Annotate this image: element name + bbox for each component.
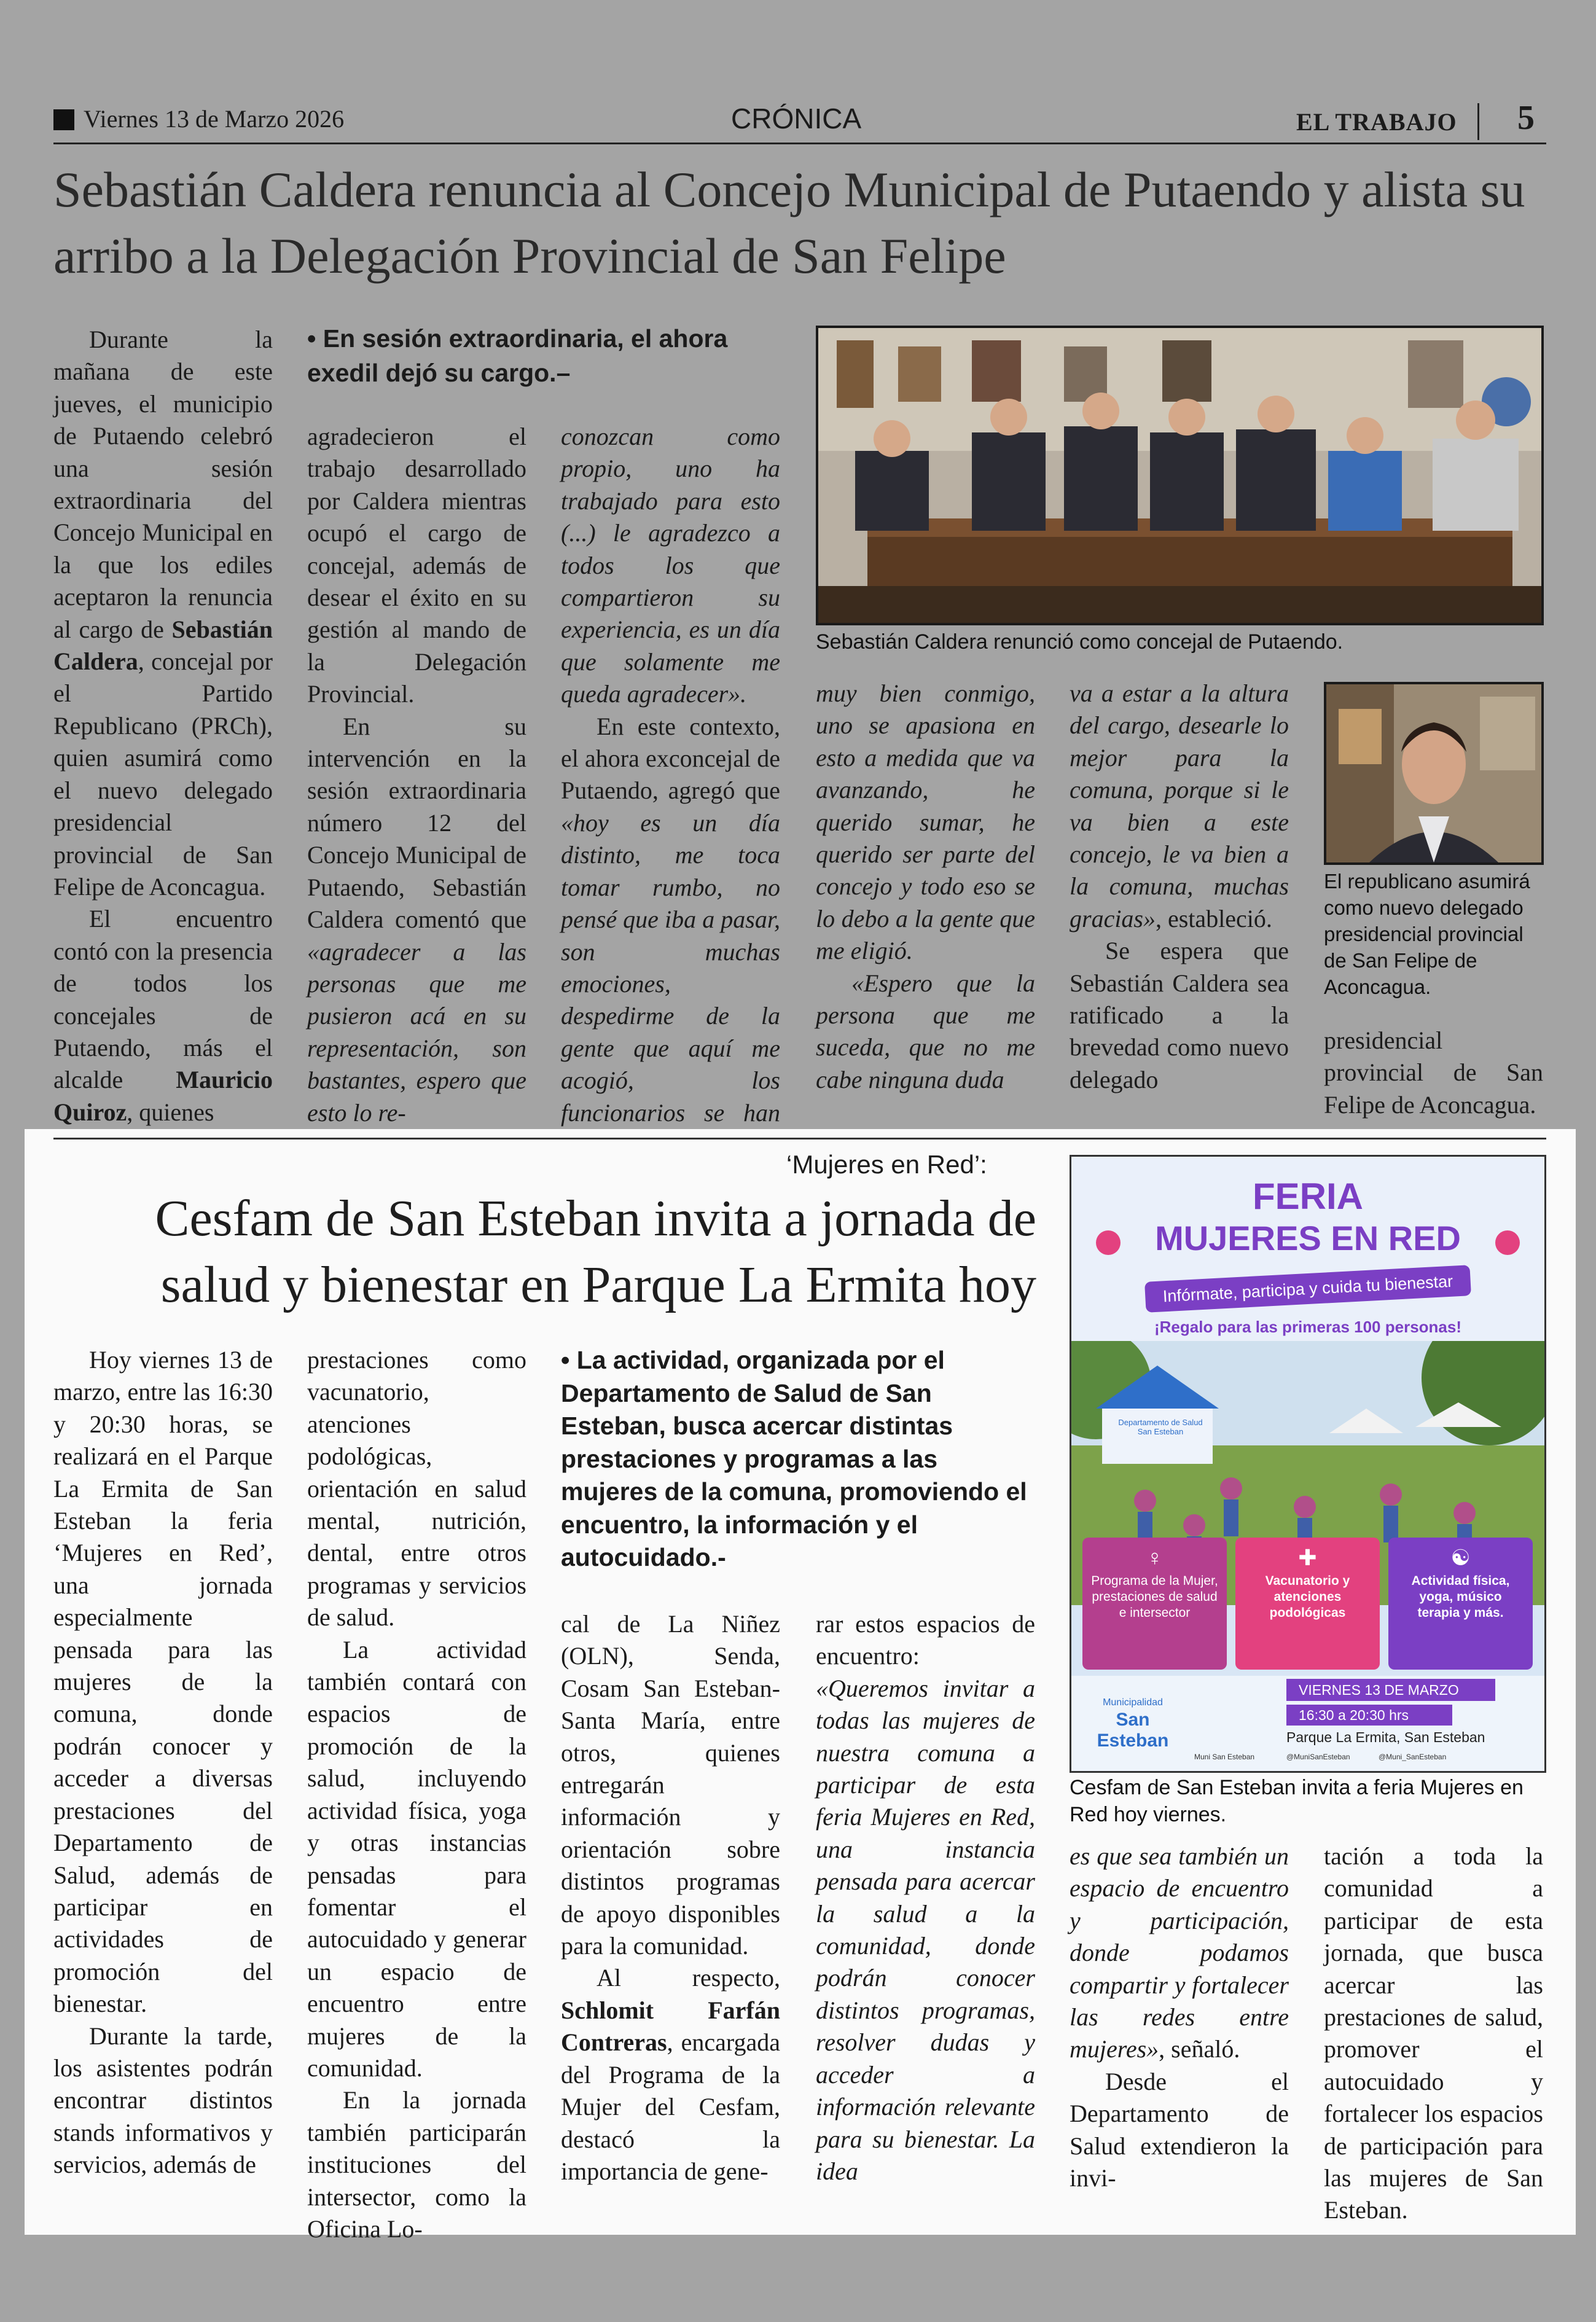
- article2-headline: Cesfam de San Esteban invita a jornada de salud y bienestar en Parque La Ermita hoy: [155, 1190, 1036, 1313]
- article1-quote: «hoy es un día distinto, me toca tomar rumbo, no pensé que iba a pasar, son muchas emociones, despedirme de la gente que aquí me acogió, los funcionarios se han: [561, 808, 780, 1127]
- article1-text: , estableció.: [1156, 904, 1272, 932]
- article1-column-2: [307, 421, 526, 1129]
- poster-time: 16:30 a 20:30 hrs: [1286, 1705, 1452, 1726]
- article2-text: , señaló.: [1159, 2035, 1240, 2063]
- article2-column-5: [1070, 1840, 1289, 2194]
- article2-column-1: [53, 1344, 273, 2181]
- muni-logo-text: San Esteban: [1097, 1710, 1169, 1751]
- article1-text: En su intervención en la sesión extraordinaria número 12 del Concejo Municipal de Putaendo, Sebastián Caldera comentó que: [307, 712, 526, 934]
- social-instagram: @MuniSanEsteban: [1286, 1753, 1350, 1761]
- newspaper-name: EL TRABAJO: [1296, 108, 1457, 136]
- caldera-portrait-photo: [1324, 682, 1544, 865]
- article1-column-3: [561, 421, 780, 1161]
- card-program-label: Programa de la Mujer, prestaciones de salud e intersector: [1091, 1574, 1218, 1620]
- article2-column-3: [561, 1608, 780, 2187]
- article2-text: Al respecto,: [597, 1964, 780, 1992]
- article2-column-6: [1324, 1840, 1543, 2227]
- mayor-name: Mauricio Quiroz: [53, 1066, 273, 1126]
- article1-text: presidencial provincial de San Felipe de Aconcagua.: [1324, 1026, 1543, 1119]
- article2-quote: «Queremos invitar a todas las mujeres de nuestra comuna a participar de esta feria Mujeres en Red, una instancia pensada para acercar la salud a la comunidad, donde podrán conocer distintos programas, resolver dudas y acceder a información relevante para su bienestar. La idea: [816, 1674, 1035, 2185]
- article1-text: El encuentro contó con la presencia de todos los concejales de Putaendo, más el alcalde: [53, 905, 273, 1094]
- article1-quote: «agradecer a las personas que me pusieron acá en su representación, son bastantes, espero que esto lo re-: [307, 937, 526, 1127]
- article1-column-1: [53, 324, 273, 1128]
- folio-square-mark: [53, 109, 74, 130]
- article2-kicker: ‘Mujeres en Red’:: [786, 1150, 987, 1179]
- bandage-icon: ✚: [1298, 1545, 1317, 1570]
- article2-column-2: [307, 1344, 526, 2245]
- article2-text: Desde el Departamento de Salud extendieron la invi-: [1070, 2067, 1289, 2192]
- article1-text: , concejal por el Partido Republicano (PRCh), quien asumirá como el nuevo delegado presidencial provincial de San Felipe de Aconcagua.: [53, 647, 273, 901]
- folio-date: Viernes 13 de Marzo 2026: [84, 105, 345, 133]
- portrait-illustration: [1326, 684, 1541, 862]
- article1-column-4: [816, 678, 1035, 1096]
- poster-place: Parque La Ermita, San Esteban: [1286, 1729, 1485, 1745]
- card-activity-label: Actividad física, yoga, músico terapia y más.: [1411, 1574, 1510, 1620]
- article2-bullet-summary: • La actividad, organizada por el Departamento de Salud de San Esteban, busca acercar distintas prestaciones y programas a las mujeres de la comuna, promoviendo el encuentro, la información y el autocuidado.-: [561, 1346, 1027, 1571]
- article1-quote: va a estar a la altura del cargo, desearle lo mejor para la comuna, porque si le va bien a este concejo, le va bien a la comuna, muchas gracias»: [1070, 679, 1289, 932]
- poster-card-vaccine: [1235, 1538, 1380, 1670]
- person-name: Schlomit Farfán Contreras: [561, 1996, 780, 2057]
- article2-text: Durante la tarde, los asistentes podrán encontrar distintos stands informativos y servicios, además de: [53, 2022, 273, 2179]
- article2-text: tación a toda la comunidad a participar de esta jornada, que busca acercar las prestaciones de salud, promover el autocuidado y fortalecer los espacios de participación para las mujeres de San Esteban.: [1324, 1842, 1543, 2224]
- tent-sign: Departamento de Salud San Esteban: [1118, 1418, 1203, 1436]
- article1-text: , quienes: [127, 1098, 214, 1126]
- article1-text: Durante la mañana de este jueves, el municipio de Putaendo celebró una sesión extraordinaria del Concejo Municipal en la que los ediles aceptaron la renuncia al cargo de: [53, 326, 273, 643]
- yoga-icon: ☯: [1450, 1545, 1471, 1570]
- article1-text: agradecieron el trabajo desarrollado por Caldera mientras ocupó el cargo de concejal, además de desear el éxito en su gestión al mando de la Delegación Provincial.: [307, 423, 526, 708]
- poster-title-mujeres: MUJERES EN RED: [1155, 1219, 1461, 1257]
- article2-text: La actividad también contará con espacios de promoción de la salud, incluyendo actividad física, yoga y otras instancias pensadas para fomentar el autocuidado y generar un espacio de encuentro entre mujeres de la comunidad.: [307, 1635, 526, 2082]
- article1-quote: conozcan como propio, uno ha trabajado para esto (...) le agradezco a todos los que compartieron su experiencia, es un día que solamente me queda agradecer».: [561, 423, 780, 708]
- flower-icon: [1495, 1230, 1520, 1255]
- poster-date: VIERNES 13 DE MARZO: [1286, 1679, 1495, 1701]
- council-session-illustration: [818, 328, 1541, 623]
- feria-poster: [1070, 1155, 1546, 1773]
- poster-card-activity: [1388, 1538, 1533, 1670]
- article1-column-5: [1070, 678, 1289, 1096]
- poster-tagline: Infórmate, participa y cuida tu bienestar: [1144, 1265, 1471, 1313]
- card-vaccine-label: Vacunatorio y atenciones podológicas: [1265, 1574, 1350, 1620]
- article2-quote: es que sea también un espacio de encuentro y participación, donde podamos compartir y fortalecer las redes entre mujeres»: [1070, 1842, 1289, 2063]
- section-name: CRÓNICA: [731, 103, 862, 135]
- poster-caption: Cesfam de San Esteban invita a feria Mujeres en Red hoy viernes.: [1070, 1776, 1524, 1826]
- portrait-caption: El republicano asumirá como nuevo delegado presidencial provincial de San Felipe de Aconcagua.: [1324, 870, 1530, 998]
- poster-card-program: [1082, 1538, 1227, 1670]
- social-x: @Muni_SanEsteban: [1379, 1753, 1447, 1761]
- article2-text: cal de La Niñez (OLN), Senda, Cosam San Esteban-Santa María, entre otros, quienes entregarán información y orientación sobre distintos programas de apoyo disponibles para la comunidad.: [561, 1610, 780, 1960]
- article2-top-rule: [53, 1138, 1546, 1140]
- article2-text: Hoy viernes 13 de marzo, entre las 16:30 y 20:30 horas, se realizará en el Parque La Ermita de San Esteban la feria ‘Mujeres en Red’, una jornada especialmente pensada para las mujeres de la comuna, donde podrán conocer y acceder a diversas prestaciones del Departamento de Salud, además de participar en actividades de promoción del bienestar.: [53, 1346, 273, 2018]
- article1-text: Se espera que Sebastián Caldera sea ratificado a la brevedad como nuevo delegado: [1070, 937, 1289, 1093]
- folio-rule: [53, 143, 1546, 144]
- council-session-photo: [816, 326, 1544, 625]
- woman-profile-icon: ♀: [1146, 1545, 1163, 1570]
- council-photo-caption: Sebastián Caldera renunció como concejal de Putaendo.: [816, 630, 1344, 654]
- article1-headline: Sebastián Caldera renuncia al Concejo Municipal de Putaendo y alista su arribo a la Delegación Provincial de San Felipe: [53, 162, 1525, 284]
- article1-quote: muy bien conmigo, uno se apasiona en esto a medida que va avanzando, he querido sumar, he querido ser parte del concejo y todo eso se lo debo a la gente que me eligió.: [816, 679, 1035, 965]
- article1-bullet-summary: • En sesión extraordinaria, el ahora exedil dejó su cargo.–: [307, 324, 728, 387]
- article2-text: , encargada del Programa de la Mujer del Cesfam, destacó la importancia de gene-: [561, 2028, 780, 2185]
- article1-quote: «Espero que la persona que me suceda, que no me cabe ninguna duda: [816, 969, 1035, 1093]
- poster-title-feria: FERIA: [1253, 1176, 1363, 1217]
- page-number: 5: [1517, 99, 1535, 137]
- article1-text: En este contexto, el ahora exconcejal de Putaendo, agregó que: [561, 712, 780, 805]
- article2-text: En la jornada también participarán instituciones del intersector, como la Oficina Lo-: [307, 2086, 526, 2243]
- article2-text: prestaciones como vacunatorio, atenciones podológicas, orientación en salud mental, nutrición, dental, entre otros programas y servicios de salud.: [307, 1346, 526, 1632]
- article2-column-4: [816, 1608, 1035, 2187]
- muni-logo-small-text: Municipalidad: [1103, 1697, 1163, 1708]
- social-facebook: Muni San Esteban: [1194, 1753, 1255, 1761]
- folio-separator: [1477, 103, 1479, 140]
- article1-column-6: [1324, 1025, 1543, 1121]
- article2-text: rar estos espacios de encuentro:: [816, 1610, 1035, 1670]
- poster-gift-note: ¡Regalo para las primeras 100 personas!: [1154, 1318, 1461, 1336]
- flower-icon: [1096, 1230, 1121, 1255]
- person-name: Sebastián Caldera: [53, 615, 273, 676]
